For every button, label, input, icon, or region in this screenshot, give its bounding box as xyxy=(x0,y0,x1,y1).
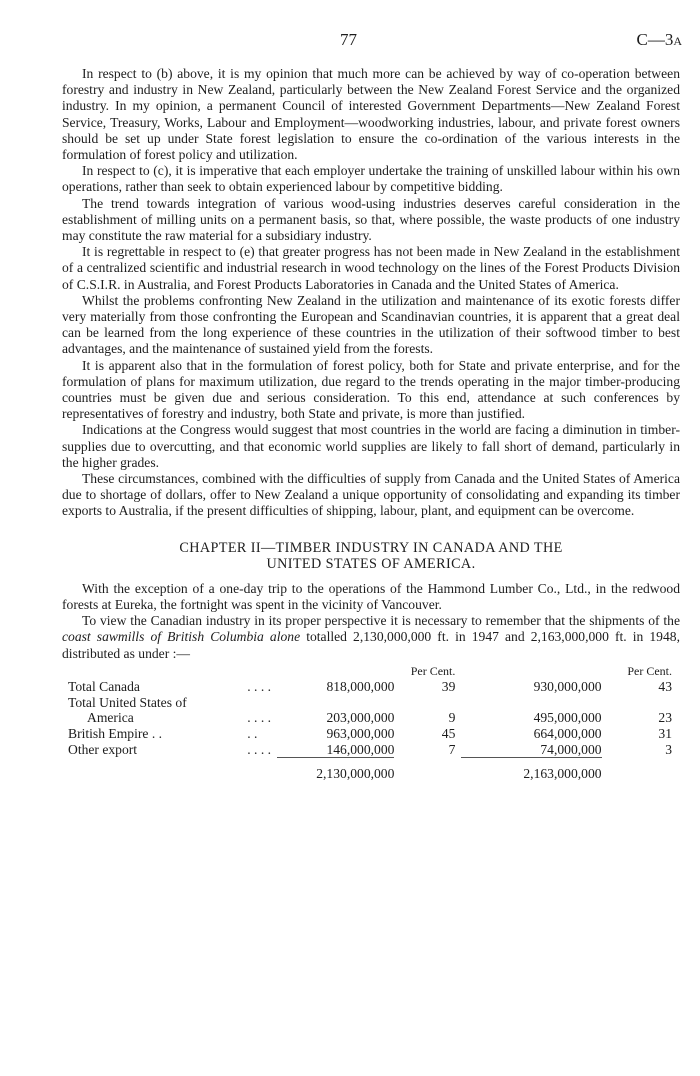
percent-1948: 23 xyxy=(658,710,672,726)
page-header xyxy=(0,30,700,50)
value-1947: 146,000,000 xyxy=(326,741,395,757)
row-label-continued: America xyxy=(87,710,134,726)
paragraph-training: In respect to (c), it is imperative that each employer undertake the training of unskilled labour within his own operations, rather than seek to obtain experienced labour by competitive bidding. xyxy=(62,163,680,195)
percent-1947: 9 xyxy=(448,710,456,726)
total-1948: 2,163,000,000 xyxy=(523,766,602,782)
total-rule-row xyxy=(62,758,680,767)
paragraph-co-operation: In respect to (b) above, it is my opinion that much more can be achieved by way of co-operation between forestry and industry in New Zealand, particularly between the New Zealand Forest Service and the organized industry. In my opinion, a permanent Council of interested Government Departments—New Zealand Forest Service, Treasury, Works, Labour and Employment—woodworking industries, labour, and private forest owners should be set up under State forest legislation to ensure the co-ordination of the various interests in the formulation of forest policy and utilization. xyxy=(62,66,680,163)
chapter-heading-line-2: UNITED STATES OF AMERICA. xyxy=(266,556,476,573)
paragraph-congress: Indications at the Congress would suggest that most countries in the world are facing a diminution in timber-supplies due to overcutting, and that economic world supplies are likely to fall short of demand, particularly in the higher grades. xyxy=(62,422,680,470)
table-header-row xyxy=(62,664,680,680)
percent-1947: 7 xyxy=(448,742,456,758)
percent-1948: 43 xyxy=(658,679,672,695)
canadian-industry-text-1: To view the Canadian industry in its proper perspective it is necessary to remember that the shipments of the xyxy=(82,613,680,629)
canadian-industry-text-2: totalled 2,130,000,000 ft. in 1947 and 2,163,000,000 ft. in 1948, distributed as under :— xyxy=(62,629,680,661)
percent-1948: 31 xyxy=(658,726,672,742)
value-1948: 930,000,000 xyxy=(533,679,602,695)
shipments-table xyxy=(62,664,680,782)
document-code-suffix: A xyxy=(673,34,682,48)
table-row xyxy=(62,726,680,742)
value-1948: 664,000,000 xyxy=(533,726,602,742)
percent-1947: 45 xyxy=(441,726,456,742)
percent-header-1947: Per Cent. xyxy=(410,663,456,678)
percent-header-1948: Per Cent. xyxy=(627,663,672,678)
table-row xyxy=(62,679,680,695)
paragraph-research: It is regrettable in respect to (e) that greater progress has not been made in New Zealand in the establishment of a centralized scientific and industrial research in wood technology on the lines of the Forest Products Division of C.S.I.R. in Australia, and Forest Products Laboratories in Canada and the United States of America. xyxy=(62,244,680,292)
percent-1948: 3 xyxy=(665,742,672,758)
canadian-industry-italic: coast sawmills of British Columbia alone xyxy=(62,629,301,645)
row-leader-dots: . . . . xyxy=(247,679,272,695)
table-row xyxy=(62,695,680,711)
value-1948: 495,000,000 xyxy=(533,710,602,726)
paragraph-canadian-industry xyxy=(62,613,680,662)
total-row xyxy=(62,766,680,782)
value-1947: 203,000,000 xyxy=(326,710,395,726)
row-label: Other export xyxy=(68,742,138,758)
chapter-heading-line-1: CHAPTER II—TIMBER INDUSTRY IN CANADA AND THE xyxy=(179,539,563,556)
paragraph-forest-policy: It is apparent also that in the formulation of forest policy, both for State and private enterprise, and for the formulation of plans for maximum utilization, due regard to the trends operating in the major timber-producing countries must be given due and serious consideration. To this end, attendance at such conferences by representatives of forestry and industry, both State and private, is more than justified. xyxy=(62,357,680,422)
total-1947: 2,130,000,000 xyxy=(316,766,395,782)
body-text xyxy=(62,66,680,782)
row-leader-dots: . . . . xyxy=(247,742,272,758)
document-code-main: C—3 xyxy=(636,30,674,49)
chapter-heading xyxy=(62,540,680,573)
value-1947: 818,000,000 xyxy=(326,679,395,695)
row-label: Total United States of xyxy=(68,694,187,710)
table-row xyxy=(62,742,680,758)
total-rule-1948 xyxy=(461,758,601,767)
document-code xyxy=(636,30,682,50)
row-leader-dots: . . xyxy=(247,726,258,742)
row-label: British Empire . . xyxy=(68,726,163,742)
page-number: 77 xyxy=(340,30,357,49)
value-1947: 963,000,000 xyxy=(326,726,395,742)
row-label: Total Canada xyxy=(68,679,140,695)
paragraph-hammond-trip: With the exception of a one-day trip to the operations of the Hammond Lumber Co., Ltd., in the redwood forests at Eureka, the fortnight was spent in the vicinity of Vancouver. xyxy=(62,580,680,612)
row-leader-dots: . . . . xyxy=(247,710,272,726)
paragraph-circumstances: These circumstances, combined with the difficulties of supply from Canada and the United States of America due to shortage of dollars, offer to New Zealand a unique opportunity of consolidating and expanding its timber exports to Australia, if the present difficulties of shipping, labour, plant, and equipment can be overcome. xyxy=(62,471,680,519)
paragraph-exotic-forests: Whilst the problems confronting New Zealand in the utilization and maintenance of its exotic forests differ very materially from those confronting the European and Scandinavian countries, it is apparent that a great deal can be learned from the long experience of these countries in the utilization of their softwood timber to best advantages, and the maintenance of sustained yield from the forests. xyxy=(62,292,680,357)
percent-1947: 39 xyxy=(441,679,456,695)
table-row xyxy=(62,710,680,726)
paragraph-integration: The trend towards integration of various wood-using industries deserves careful consideration in the establishment of milling units on a permanent basis, so that, where possible, the waste products of one industry may constitute the raw material for a subsidiary industry. xyxy=(62,195,680,244)
total-rule-1947 xyxy=(277,758,395,767)
value-1948: 74,000,000 xyxy=(540,741,602,757)
